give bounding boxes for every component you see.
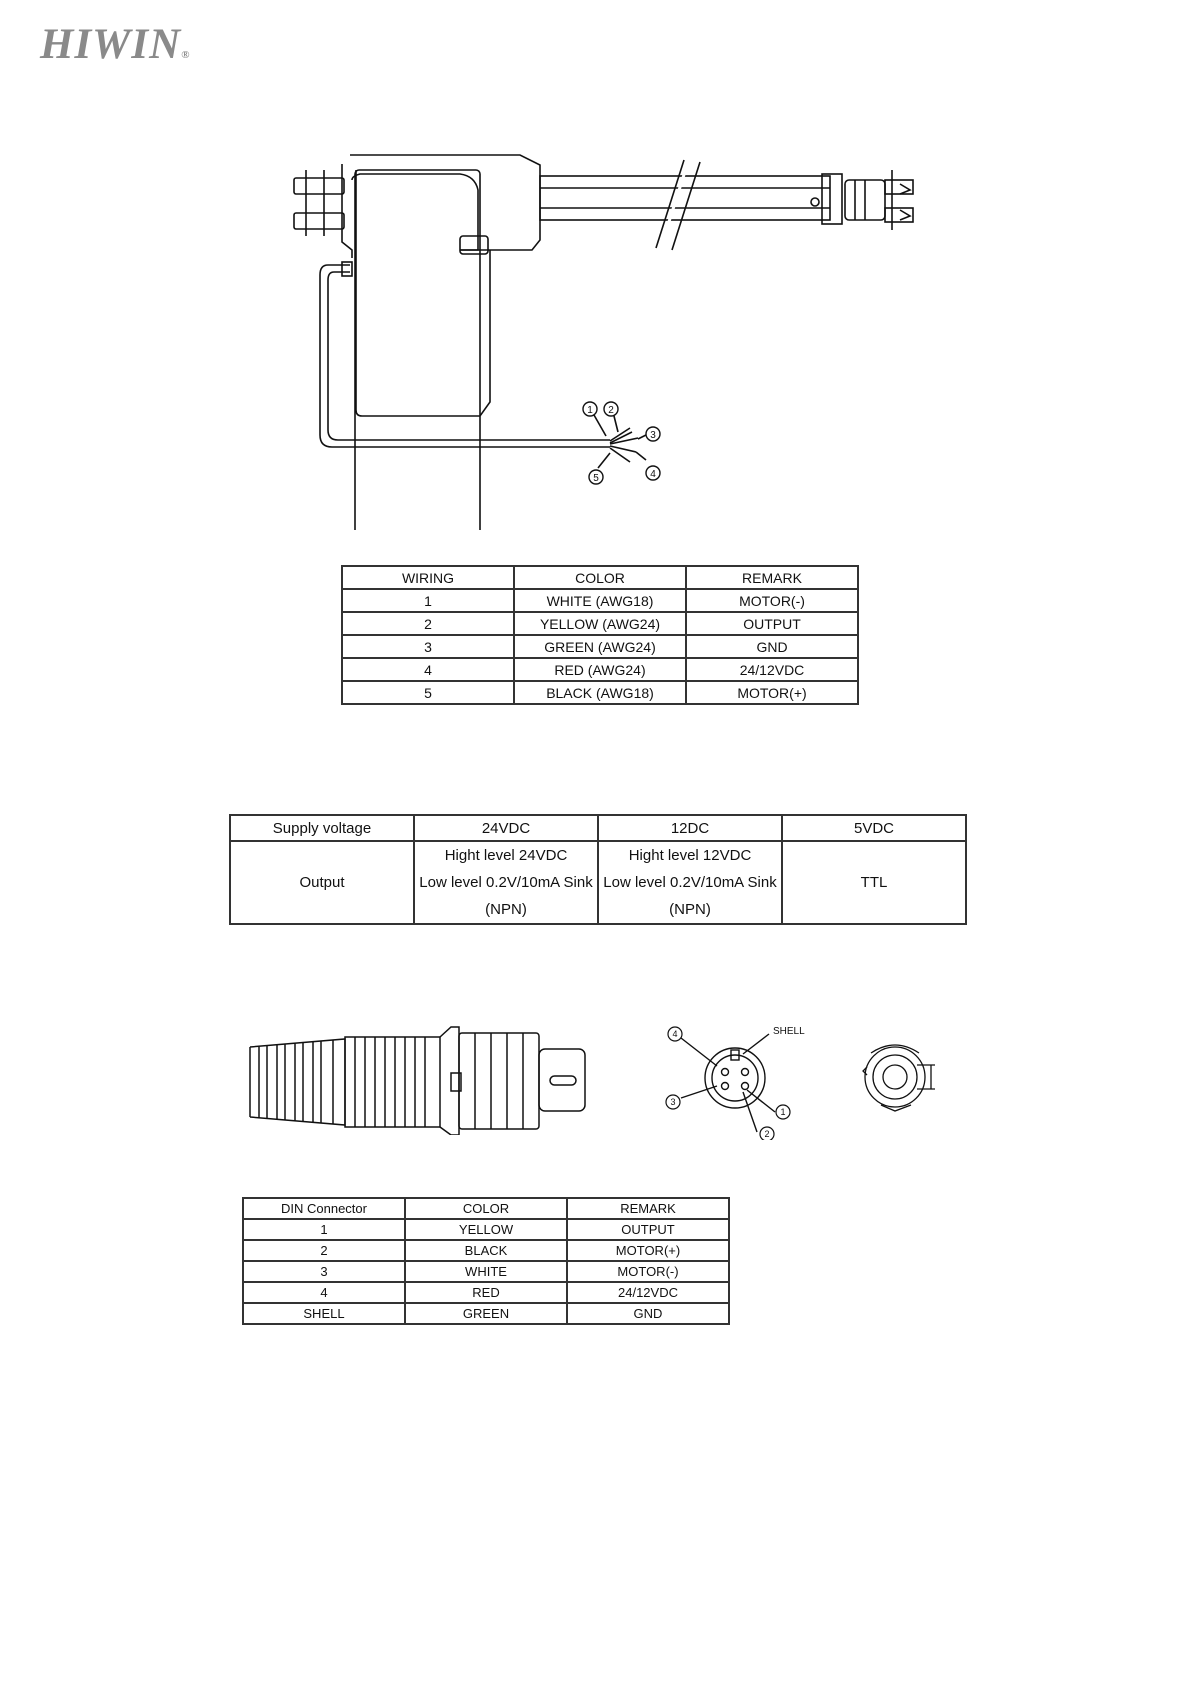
table-cell: 5 bbox=[342, 681, 514, 704]
table-cell: MOTOR(-) bbox=[686, 589, 858, 612]
table-cell: 24/12VDC bbox=[567, 1282, 729, 1303]
text-line: Hight level 12VDC bbox=[628, 847, 752, 864]
pin-marker: 3 bbox=[670, 1097, 676, 1107]
din-connector-dimension-view bbox=[855, 1035, 950, 1120]
wire-marker: 5 bbox=[593, 473, 599, 484]
wire-marker: 4 bbox=[650, 469, 656, 480]
table-cell: 3 bbox=[243, 1261, 405, 1282]
text-line: Low level 0.2V/10mA Sink bbox=[419, 874, 593, 891]
table-row bbox=[243, 1303, 729, 1324]
din-connector-side-view bbox=[245, 1025, 625, 1135]
text-line: Hight level 24VDC bbox=[444, 847, 568, 864]
table-cell: WHITE bbox=[405, 1261, 567, 1282]
wiring-table bbox=[341, 565, 859, 705]
table-row bbox=[342, 635, 858, 658]
pin-marker: 4 bbox=[672, 1029, 678, 1039]
brand-name: HIWIN bbox=[40, 21, 182, 68]
table-row bbox=[243, 1219, 729, 1240]
table-cell: OUTPUT bbox=[567, 1219, 729, 1240]
table-cell: GND bbox=[686, 635, 858, 658]
table-cell: MOTOR(+) bbox=[686, 681, 858, 704]
pin-marker: 1 bbox=[780, 1107, 786, 1117]
header-cell: DIN Connector bbox=[243, 1198, 405, 1219]
header-cell: REMARK bbox=[567, 1198, 729, 1219]
table-cell: SHELL bbox=[243, 1303, 405, 1324]
header-cell: 5VDC bbox=[782, 815, 966, 841]
table-row bbox=[342, 612, 858, 635]
table-cell: RED bbox=[405, 1282, 567, 1303]
actuator-drawing bbox=[280, 150, 980, 530]
table-header-row bbox=[230, 815, 966, 841]
table-cell: GREEN bbox=[405, 1303, 567, 1324]
table-header-row bbox=[342, 566, 858, 589]
table-row bbox=[243, 1240, 729, 1261]
wire-marker: 3 bbox=[650, 430, 656, 441]
output-24v-cell bbox=[414, 841, 598, 924]
table-cell: MOTOR(+) bbox=[567, 1240, 729, 1261]
table-cell: BLACK (AWG18) bbox=[514, 681, 686, 704]
table-cell: GND bbox=[567, 1303, 729, 1324]
table-cell: YELLOW bbox=[405, 1219, 567, 1240]
table-cell: 2 bbox=[243, 1240, 405, 1261]
wire-marker: 1 bbox=[587, 405, 593, 416]
pin-marker: 2 bbox=[764, 1129, 770, 1139]
table-cell: 1 bbox=[243, 1219, 405, 1240]
text-line: (NPN) bbox=[669, 901, 711, 918]
table-row bbox=[243, 1261, 729, 1282]
din-connector-table bbox=[242, 1197, 730, 1325]
table-cell: YELLOW (AWG24) bbox=[514, 612, 686, 635]
table-cell: WHITE (AWG18) bbox=[514, 589, 686, 612]
table-cell: BLACK bbox=[405, 1240, 567, 1261]
shell-label: SHELL bbox=[773, 1026, 805, 1037]
table-cell: GREEN (AWG24) bbox=[514, 635, 686, 658]
hiwin-logo bbox=[40, 20, 190, 69]
table-cell: 4 bbox=[243, 1282, 405, 1303]
header-cell: Supply voltage bbox=[230, 815, 414, 841]
text-line: Low level 0.2V/10mA Sink bbox=[603, 874, 777, 891]
output-5v-cell: TTL bbox=[782, 841, 966, 924]
table-row bbox=[342, 681, 858, 704]
din-connector-pin-view bbox=[655, 1020, 815, 1140]
wire-marker: 2 bbox=[608, 405, 614, 416]
table-row bbox=[243, 1282, 729, 1303]
registered-mark: ® bbox=[181, 49, 191, 61]
header-cell: COLOR bbox=[405, 1198, 567, 1219]
table-cell: 4 bbox=[342, 658, 514, 681]
table-cell: RED (AWG24) bbox=[514, 658, 686, 681]
table-cell: MOTOR(-) bbox=[567, 1261, 729, 1282]
table-header-row bbox=[243, 1198, 729, 1219]
table-cell: 3 bbox=[342, 635, 514, 658]
header-cell: REMARK bbox=[686, 566, 858, 589]
row-label-output: Output bbox=[230, 841, 414, 924]
header-cell: WIRING bbox=[342, 566, 514, 589]
header-cell: 24VDC bbox=[414, 815, 598, 841]
table-cell: 1 bbox=[342, 589, 514, 612]
output-table bbox=[229, 814, 967, 925]
table-row bbox=[230, 841, 966, 924]
table-cell: 24/12VDC bbox=[686, 658, 858, 681]
table-row bbox=[342, 589, 858, 612]
header-cell: 12DC bbox=[598, 815, 782, 841]
table-cell: OUTPUT bbox=[686, 612, 858, 635]
table-row bbox=[342, 658, 858, 681]
text-line: (NPN) bbox=[485, 901, 527, 918]
output-12v-cell bbox=[598, 841, 782, 924]
header-cell: COLOR bbox=[514, 566, 686, 589]
table-cell: 2 bbox=[342, 612, 514, 635]
